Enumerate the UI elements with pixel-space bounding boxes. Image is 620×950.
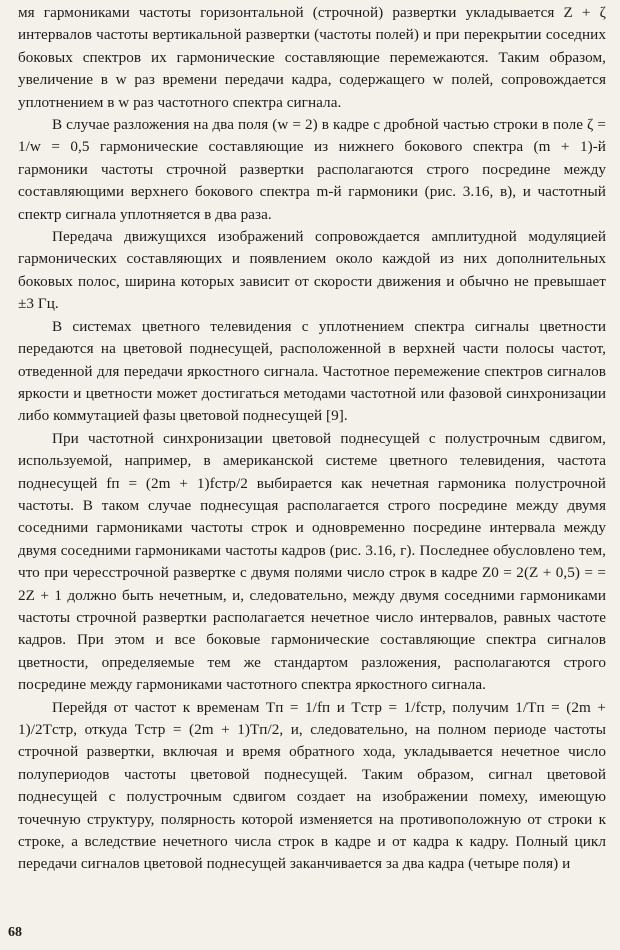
- paragraph-color-tv-systems: В системах цветного телевидения с уплотнением спектра сигналы цветности передаются на цветовой поднесущей, расположенной в верхней части полосы частот, отведенной для передачи яркостного сигнала. Частотное перемежение спектров сигналов яркости и цветности может достигаться методами частотной или фазовой синхронизации либо коммутацией фазы цветовой поднесущей [9].: [18, 317, 606, 425]
- paragraph-time-periods: Перейдя от частот к временам Tп = 1/fп и Tстр = 1/fстр, получим 1/Tп = (2m + 1)/2Tстр, откуда Tстр = (2m + 1)Tп/2, и, следовательно, на полном периоде частоты строчной развертки, включая и время обратного хода, укладывается нечетное число полупериодов частоты цветовой поднесущей. Таким образом, сигнал цветовой поднесущей с полустрочным сдвигом создает на изображении помеху, имеющую точечную структуру, полярность которой изменяется на противоположную от строки к строке, а вследствие нечетного числа строк в кадре и от кадра к кадру. Полный цикл передачи сигналов цветовой поднесущей заканчивается за два кадра (четыре поля) и: [18, 698, 606, 873]
- paragraph-two-field-interleave: В случае разложения на два поля (w = 2) в кадре с дробной частью строки в поле ζ = 1/w = 0,5 гармонические составляющие из нижнего бокового спектра (m + 1)-й гармоники частоты строчной развертки располагаются строго посредине между составляющими верхнего бокового спектра m-й гармоники (рис. 3.16, в), и частотный спектр сигнала уплотняется в два раза.: [18, 116, 606, 223]
- paragraph-continuation: мя гармониками частоты горизонтальной (строчной) развертки укладывается Z + ζ интервалов частоты вертикальной развертки (частоты полей) и при перекрытии соседних боковых спектров их гармонические составляющие перемежаются. Таким образом, увеличение в w раз времени передачи кадра, содержащего w полей, сопровождается уплотнением в w раз частотного спектра сигнала.: [18, 4, 606, 111]
- page-number: 68: [8, 925, 22, 940]
- paragraph-frequency-sync: При частотной синхронизации цветовой поднесущей с полустрочным сдвигом, используемой, например, в американской системе цветного телевидения, частота поднесущей fп = (2m + 1)fстр/2 выбирается как нечетная гармоника полустрочной частоты. В таком случае поднесущая располагается строго посредине между двумя соседними гармониками частоты строк и одновременно посредине интервала между двумя соседними гармониками частоты кадров (рис. 3.16, г). Последнее обусловлено тем, что при чересстрочной развертке с двумя полями число строк в кадре Z0 = 2(Z + 0,5) = = 2Z + 1 должно быть нечетным, и, следовательно, между двумя соседними гармониками частоты строчной развертки располагается нечетное число интервалов, равных частоте кадров. При этом и все боковые гармонические составляющие спектра сигналов цветности, определяемые тем же стандартом разложения, располагаются строго посредине между гармониками частотного спектра яркостного сигнала.: [18, 429, 606, 694]
- paragraph-moving-images: Передача движущихся изображений сопровождается амплитудной модуляцией гармонических составляющих и появлением около каждой из них дополнительных боковых полос, ширина которых зависит от скорости движения и обычно не превышает ±3 Гц.: [18, 228, 606, 313]
